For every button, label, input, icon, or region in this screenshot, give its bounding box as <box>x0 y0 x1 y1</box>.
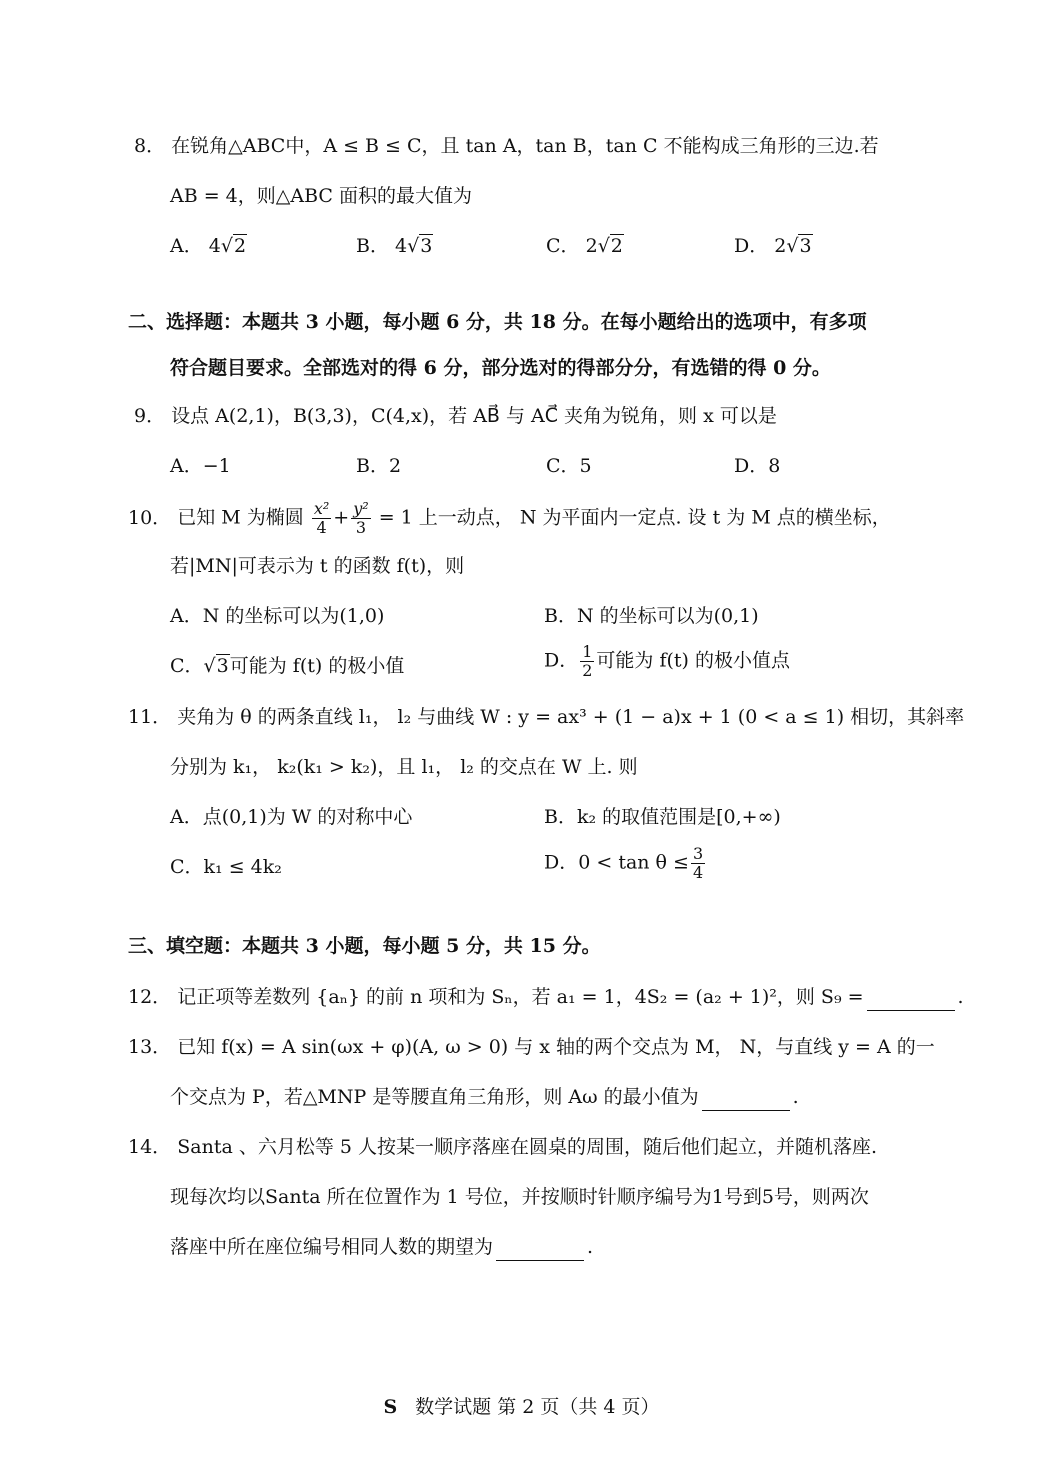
half-fraction <box>580 643 594 680</box>
option-text: 可能为 f(t) 的极小值点 <box>596 649 790 672</box>
option-coefficient: 4 <box>395 235 408 257</box>
q13-text-1: 已知 f(x) = A sin(ωx + φ)(A, ω > 0) 与 x 轴的两个交点为 M， N，与直线 y = A 的一 <box>177 1036 935 1058</box>
fraction-numerator: 3 <box>692 844 704 863</box>
radicand: 3 <box>216 655 229 677</box>
fraction-numerator: y² <box>353 499 369 518</box>
q11-option-b: B．k₂ 的取值范围是[0,+∞) <box>544 806 781 828</box>
q10-option-c <box>170 652 404 680</box>
ellipse-fraction-y <box>351 500 370 537</box>
q9-option-d: D．8 <box>734 455 781 477</box>
q11-option-c: C．k₁ ≤ 4k₂ <box>170 856 282 878</box>
q11-text-1: 夹角为 θ 的两条直线 l₁， l₂ 与曲线 W : y = ax³ + (1 − a)x + 1 (0 < a ≤ 1) 相切，其斜率 <box>177 706 965 728</box>
sqrt-symbol: √3 <box>203 655 229 677</box>
option-coefficient: 2 <box>585 235 598 257</box>
q13-number: 13． <box>128 1036 172 1058</box>
option-label: C． <box>170 655 204 677</box>
fraction-denominator: 2 <box>582 661 593 680</box>
page-footer <box>0 1392 1043 1419</box>
q14-line1 <box>128 1133 877 1161</box>
q10-option-b: B．N 的坐标可以为(0,1) <box>544 605 759 627</box>
period: . <box>587 1236 594 1258</box>
option-coefficient: 2 <box>774 235 787 257</box>
q14-line3 <box>170 1233 593 1261</box>
plus-sign: + <box>333 506 350 529</box>
q9-option-b: B．2 <box>356 455 402 477</box>
q10-line2: 若|MN|可表示为 t 的函数 f(t)，则 <box>170 555 465 577</box>
q13-line2 <box>170 1083 799 1111</box>
q8-option-a <box>170 232 247 260</box>
ellipse-fraction-x <box>312 500 331 537</box>
q9-line1 <box>134 402 777 430</box>
q10-number: 10． <box>128 506 172 529</box>
q13-line1 <box>128 1033 935 1061</box>
q8-number: 8． <box>134 135 166 157</box>
three-quarters-fraction <box>691 845 705 882</box>
radicand: 3 <box>799 235 812 257</box>
sqrt-symbol: √3 <box>786 235 812 257</box>
q14-number: 14． <box>128 1136 172 1158</box>
fraction-denominator: 4 <box>316 518 327 537</box>
paper-code: S <box>383 1396 398 1418</box>
footer-text: 数学试题 第 2 页（共 4 页） <box>415 1396 660 1418</box>
option-label: B． <box>356 235 389 257</box>
q10-option-a: A．N 的坐标可以为(1,0) <box>170 605 385 627</box>
option-text: D．0 < tan θ ≤ <box>544 851 689 874</box>
period: . <box>957 986 964 1008</box>
q8-line2: AB = 4，则△ABC 面积的最大值为 <box>170 185 472 207</box>
q8-option-d <box>734 232 813 260</box>
q8-line1 <box>134 132 879 160</box>
fraction-numerator: x² <box>313 499 330 518</box>
q10-option-d <box>544 643 790 680</box>
option-text: 可能为 f(t) 的极小值 <box>229 655 405 677</box>
q8-text-1: 在锐角△ABC中，A ≤ B ≤ C，且 tan A，tan B，tan C 不能构成三角形的三边.若 <box>171 135 879 157</box>
answer-blank[interactable] <box>702 1090 790 1111</box>
q14-line2: 现每次均以Santa 所在位置作为 1 号位，并按顺时针顺序编号为1号到5号，则两次 <box>170 1186 869 1208</box>
q11-option-d <box>544 845 707 882</box>
q12-text-1: 记正项等差数列 {aₙ} 的前 n 项和为 Sₙ，若 a₁ = 1，4S₂ = (a₂ + 1)²，则 S₉ = <box>177 986 864 1008</box>
q9-text-1: 设点 A(2,1)，B(3,3)，C(4,x)，若 AB⃗ 与 AC⃗ 夹角为锐角，则 x 可以是 <box>171 405 777 427</box>
q14-text-3: 落座中所在座位编号相同人数的期望为 <box>170 1236 494 1258</box>
section2-heading-line1: 二、选择题：本题共 3 小题，每小题 6 分，共 18 分。在每小题给出的选项中，有多项 <box>128 311 867 333</box>
q9-option-a: A．−1 <box>170 455 231 477</box>
q11-line1 <box>128 703 964 731</box>
option-coefficient: 4 <box>208 235 221 257</box>
q9-number: 9． <box>134 405 166 427</box>
q11-option-a: A．点(0,1)为 W 的对称中心 <box>170 806 413 828</box>
q11-line2: 分别为 k₁， k₂(k₁ > k₂)，且 l₁， l₂ 的交点在 W 上. 则 <box>170 756 638 778</box>
sqrt-symbol: √2 <box>220 235 247 257</box>
section2-heading-line2: 符合题目要求。全部选对的得 6 分，部分选对的得部分分，有选错的得 0 分。 <box>170 357 831 379</box>
option-label: D． <box>544 649 579 672</box>
fraction-denominator: 4 <box>692 863 704 882</box>
option-label: D． <box>734 235 769 257</box>
fraction-denominator: 3 <box>355 518 366 537</box>
period: . <box>792 1086 799 1108</box>
q10-line1 <box>128 500 891 537</box>
radicand: 3 <box>420 235 433 257</box>
answer-blank[interactable] <box>867 990 955 1011</box>
q12-number: 12． <box>128 986 172 1008</box>
q11-number: 11． <box>128 706 172 728</box>
option-label: C． <box>546 235 580 257</box>
q13-text-2: 个交点为 P，若△MNP 是等腰直角三角形，则 Aω 的最小值为 <box>170 1086 699 1108</box>
q14-text-1: Santa 、六月松等 5 人按某一顺序落座在圆桌的周围，随后他们起立，并随机落座. <box>177 1136 878 1158</box>
q8-option-b <box>356 232 433 260</box>
q10-text-post: = 1 上一动点， N 为平面内一定点. 设 t 为 M 点的横坐标， <box>378 506 891 529</box>
radicand: 2 <box>233 235 247 257</box>
fraction-numerator: 1 <box>582 642 593 661</box>
option-label: A． <box>170 235 203 257</box>
q10-text-pre: 已知 M 为椭圆 <box>177 506 304 529</box>
section3-heading: 三、填空题：本题共 3 小题，每小题 5 分，共 15 分。 <box>128 935 601 957</box>
sqrt-symbol: √3 <box>407 235 433 257</box>
radicand: 2 <box>610 235 623 257</box>
q8-option-c <box>546 232 624 260</box>
answer-blank[interactable] <box>496 1240 584 1261</box>
sqrt-symbol: √2 <box>597 235 623 257</box>
q12-line1 <box>128 983 964 1011</box>
q9-option-c: C．5 <box>546 455 592 477</box>
